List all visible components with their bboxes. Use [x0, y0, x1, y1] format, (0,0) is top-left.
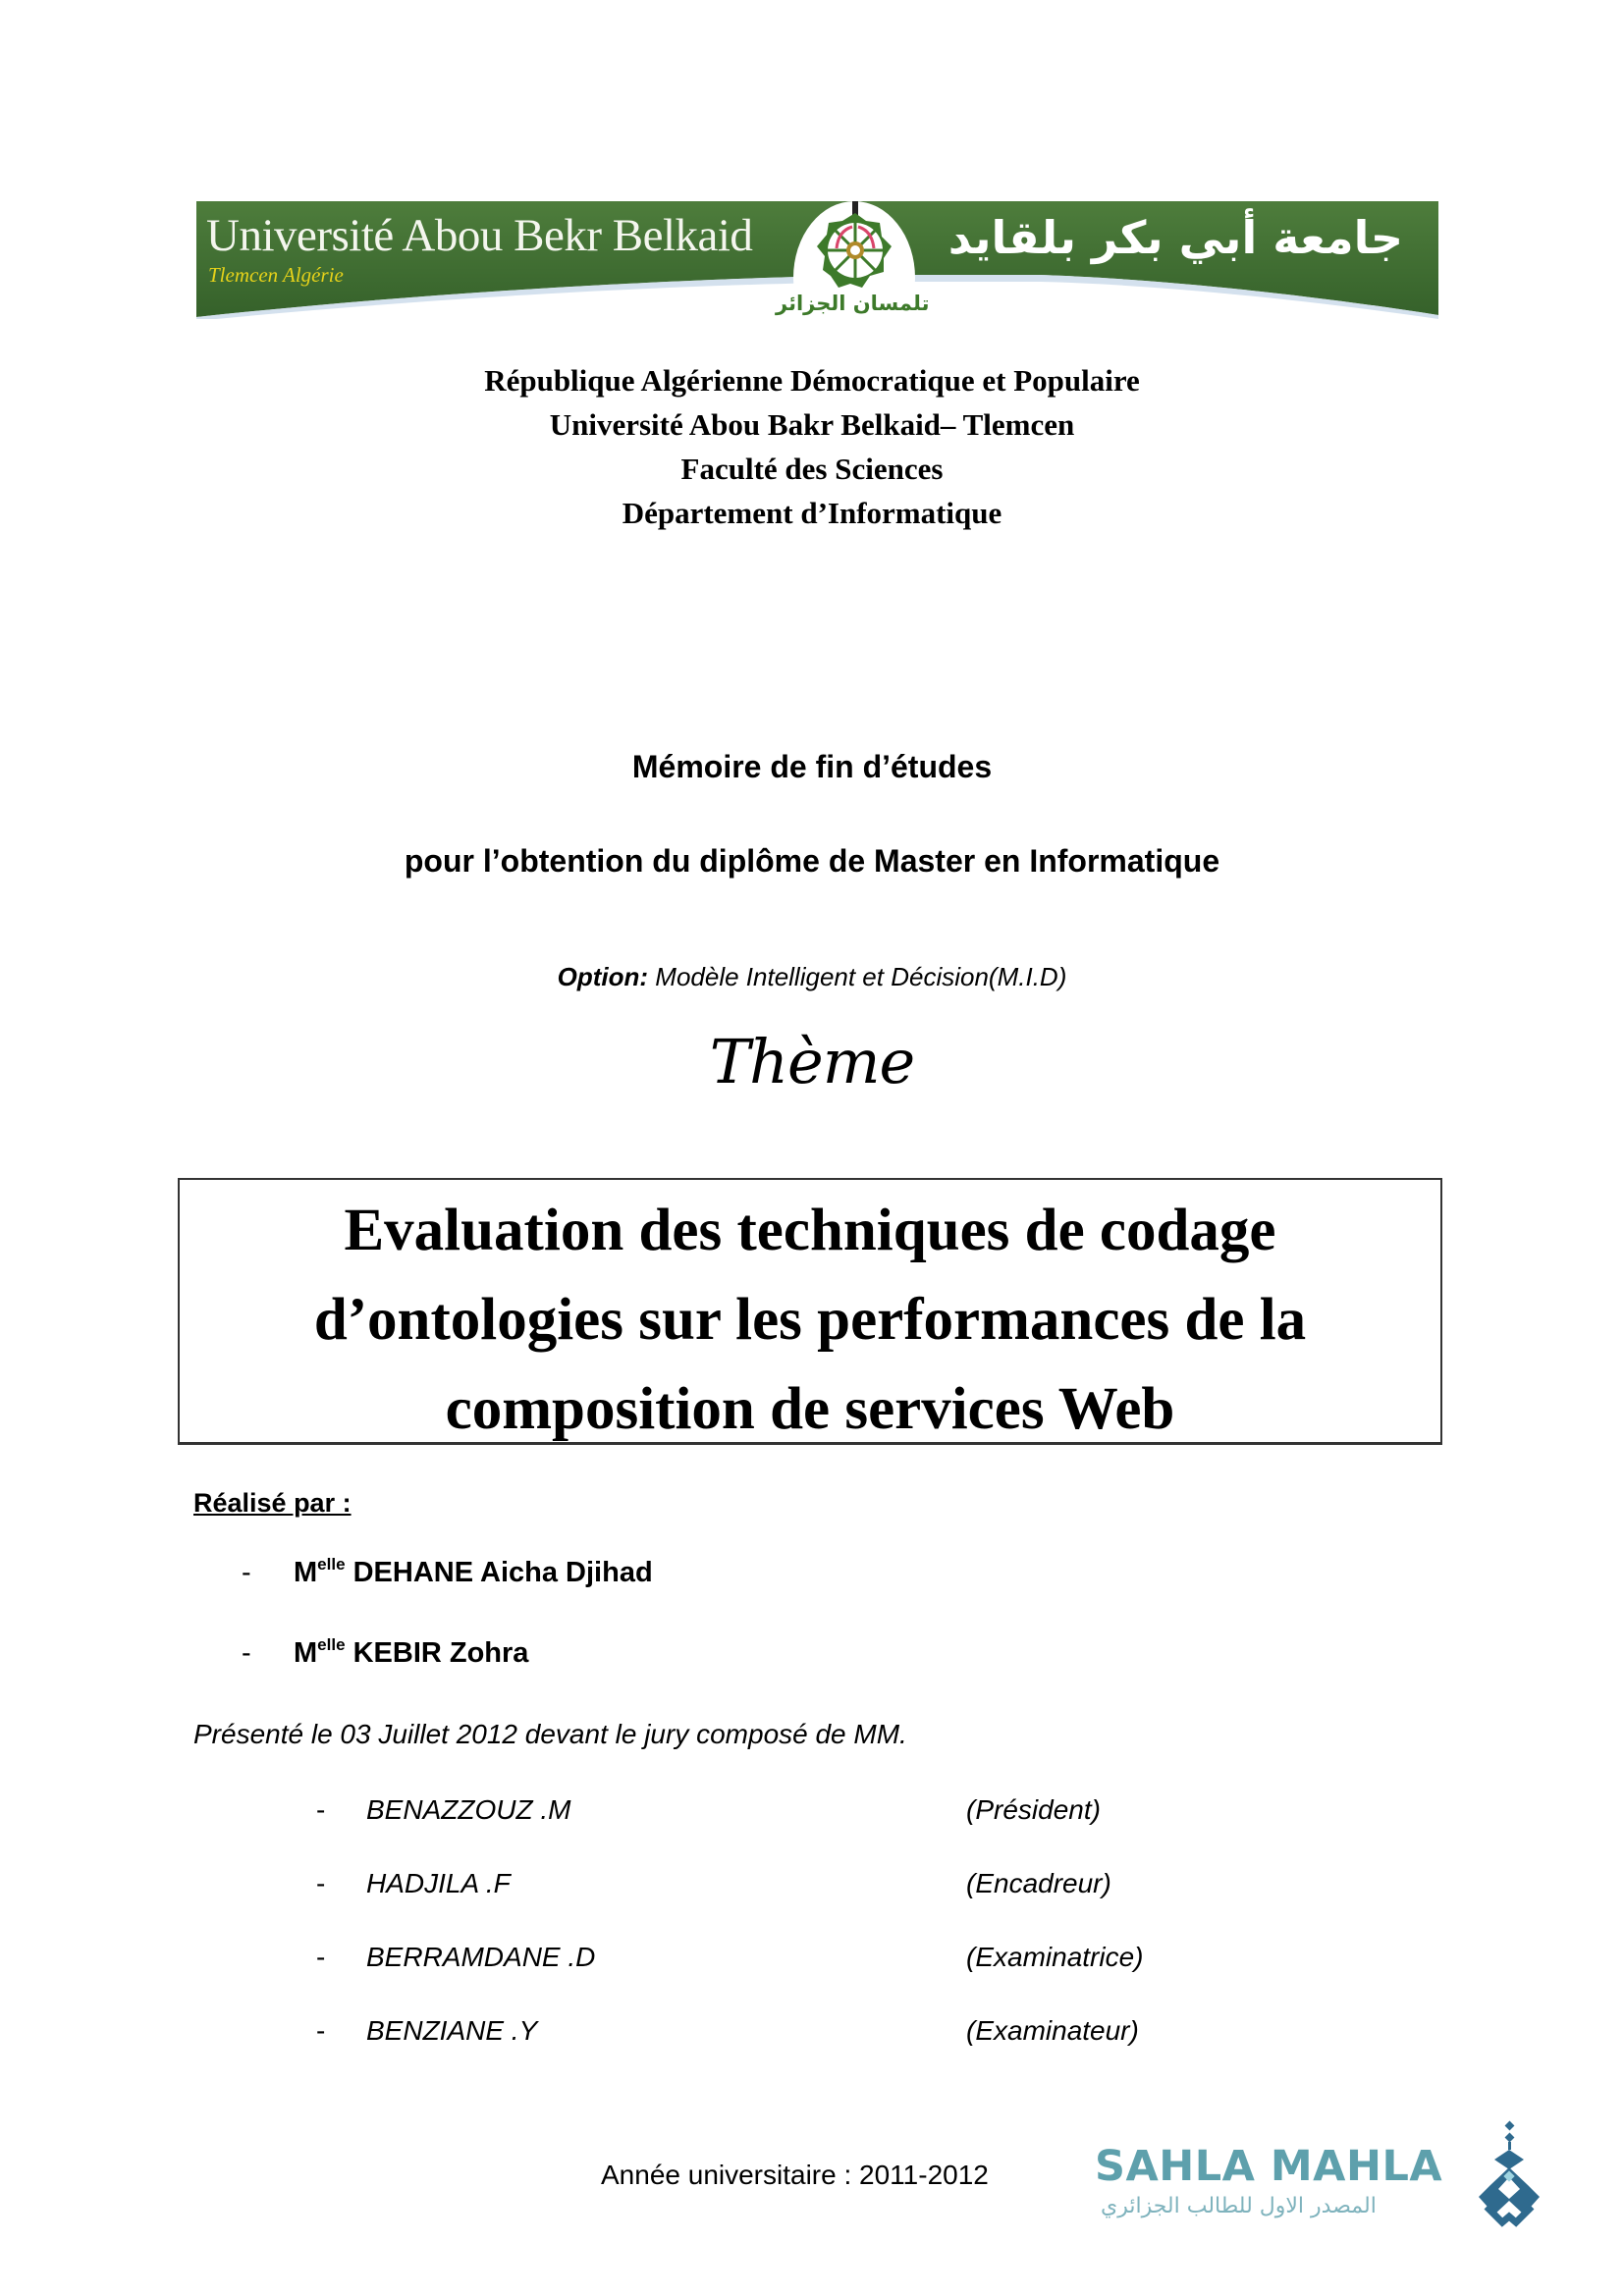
author-item: [242, 1555, 653, 1589]
jury-intro: Présenté le 03 Juillet 2012 devant le jury composé de MM.: [193, 1719, 907, 1749]
sahla-mahla-logo-icon: [1473, 2120, 1546, 2230]
banner-arabic-location: تلمسان الجزائر: [776, 292, 930, 315]
list-dash: -: [316, 2015, 326, 2046]
banner-latin-name: Université Abou Bekr Belkaid: [206, 210, 753, 261]
jury-name: HADJILA .F: [366, 1868, 511, 1898]
diploma-subheading: pour l’obtention du diplôme de Master en Informatique: [404, 843, 1220, 879]
author-name: DEHANE Aicha Djihad: [345, 1557, 653, 1588]
jury-role: (Président): [966, 1794, 1101, 1825]
theme-label: Thème: [709, 1026, 915, 1097]
jury-role: (Examinateur): [966, 2015, 1139, 2046]
department-line: Département d’Informatique: [622, 496, 1002, 530]
banner-arabic-name: جامعة أبي بكر بلقايد: [947, 211, 1403, 264]
author-item: [242, 1635, 528, 1670]
memoire-heading: Mémoire de fin d’études: [631, 749, 993, 784]
watermark-arabic: المصدر الاول للطالب الجزائري: [1101, 2194, 1377, 2218]
list-dash: -: [242, 1637, 251, 1669]
jury-name: BERRAMDANE .D: [366, 1942, 596, 1972]
thesis-title-line: composition de services Web: [445, 1376, 1175, 1442]
academic-year: Année universitaire : 2011-2012: [601, 2160, 989, 2190]
republic-line: République Algérienne Démocratique et Populaire: [484, 363, 1140, 398]
jury-name: BENZIANE .Y: [366, 2015, 538, 2046]
title-suffix: elle: [317, 1555, 346, 1574]
list-dash: -: [316, 1794, 326, 1825]
option-value: Modèle Intelligent et Décision(M.I.D): [648, 962, 1067, 991]
watermark-title: SAHLA MAHLA: [1095, 2142, 1443, 2191]
option-label: Option:: [557, 962, 649, 991]
authors-label: Réalisé par :: [193, 1488, 352, 1518]
thesis-title-line: Evaluation des techniques de codage: [344, 1198, 1276, 1263]
title-suffix: elle: [317, 1635, 346, 1654]
title-prefix: M: [294, 1557, 318, 1588]
thesis-title-box: [178, 1178, 1442, 1445]
title-prefix: M: [294, 1637, 318, 1669]
thesis-title: [180, 1180, 1440, 1454]
university-emblem-icon: [815, 201, 895, 295]
author-name: KEBIR Zohra: [345, 1637, 529, 1669]
faculty-line: Faculté des Sciences: [680, 452, 944, 486]
jury-role: (Examinatrice): [966, 1942, 1144, 1972]
university-line: Université Abou Bakr Belkaid– Tlemcen: [549, 407, 1075, 442]
thesis-title-line: d’ontologies sur les performances de la: [313, 1287, 1307, 1353]
jury-role: (Encadreur): [966, 1868, 1111, 1898]
institution-header: [0, 358, 1624, 535]
list-dash: -: [242, 1557, 251, 1588]
jury-name: BENAZZOUZ .M: [366, 1794, 571, 1825]
list-dash: -: [316, 1868, 326, 1898]
list-dash: -: [316, 1942, 326, 1972]
sahla-mahla-watermark: [1095, 2120, 1546, 2238]
university-banner: [196, 201, 1438, 319]
option-line: [0, 962, 1624, 992]
banner-location: Tlemcen Algérie: [208, 263, 344, 287]
